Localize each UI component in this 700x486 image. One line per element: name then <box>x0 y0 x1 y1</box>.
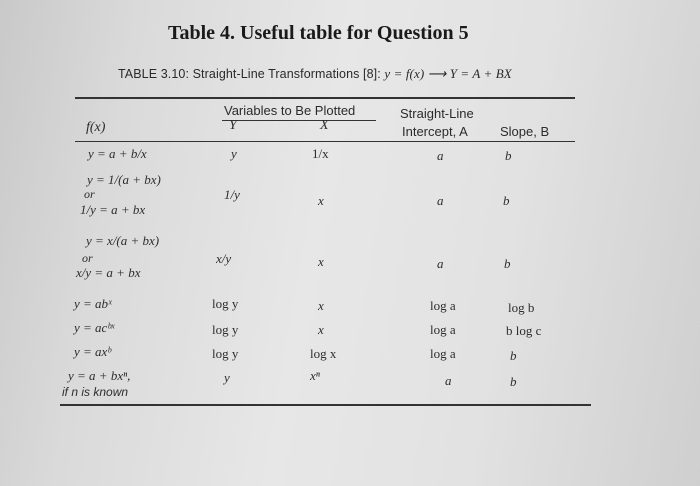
page-title: Table 4. Useful table for Question 5 <box>168 22 469 44</box>
row-3-or: or <box>82 251 93 265</box>
row-7-A: a <box>445 373 452 388</box>
row-7-B: b <box>510 374 517 389</box>
row-3-A: a <box>437 256 444 271</box>
row-3-X: x <box>318 254 324 269</box>
row-2-Y: 1/y <box>224 187 240 202</box>
header-bottom-rule <box>75 141 575 142</box>
row-7-X: xⁿ <box>310 368 320 383</box>
header-straight-line: Straight-Line <box>400 106 474 121</box>
row-5-Y: log y <box>212 322 239 337</box>
row-3-fx-line2: x/y = a + bx <box>76 265 141 280</box>
row-4-fx: y = abˣ <box>74 296 112 311</box>
row-6-Y: log y <box>212 346 239 361</box>
row-4-B: log b <box>508 300 535 315</box>
row-6-X: log x <box>310 346 337 361</box>
header-slope: Slope, B <box>500 124 550 139</box>
table-caption <box>118 66 512 82</box>
top-rule <box>75 97 575 99</box>
row-2-B: b <box>503 193 510 208</box>
row-2-X: x <box>318 193 324 208</box>
caption-label: TABLE 3.10: Straight-Line Transformations [8]: <box>118 67 385 81</box>
header-fx: f(x) <box>86 120 106 135</box>
row-2-or: or <box>84 187 95 201</box>
row-4-X: x <box>318 298 324 313</box>
row-1-A: a <box>437 148 444 163</box>
row-7-fx: y = a + bxⁿ, <box>68 368 131 383</box>
row-1-fx: y = a + b/x <box>88 146 147 161</box>
row-5-B: b log c <box>506 323 542 338</box>
row-6-B: b <box>510 348 517 363</box>
row-7-note: if n is known <box>62 385 129 399</box>
row-7-Y: y <box>224 370 230 385</box>
row-3-B: b <box>504 256 511 271</box>
row-1-Y: y <box>231 146 237 161</box>
header-intercept: Intercept, A <box>402 124 468 139</box>
row-3-Y: x/y <box>216 251 232 266</box>
row-2-A: a <box>437 193 444 208</box>
row-4-Y: log y <box>212 296 239 311</box>
row-6-fx: y = axᵇ <box>74 344 111 359</box>
caption-formula: y = f(x) ⟶ Y = A + BX <box>384 66 512 81</box>
row-6-A: log a <box>430 346 456 361</box>
row-4-A: log a <box>430 298 456 313</box>
row-2-fx-line1: y = 1/(a + bx) <box>87 172 161 187</box>
bottom-rule <box>60 404 591 406</box>
row-3-fx-line1: y = x/(a + bx) <box>86 233 160 248</box>
row-1-B: b <box>505 148 512 163</box>
row-1-X: 1/x <box>312 146 329 161</box>
header-Y: Y <box>229 118 237 133</box>
header-X: X <box>320 118 329 133</box>
row-2-fx-line2: 1/y = a + bx <box>80 202 146 217</box>
row-5-X: x <box>318 322 324 337</box>
row-5-A: log a <box>430 322 456 337</box>
header-variables-to-be-plotted: Variables to Be Plotted <box>224 103 356 118</box>
variables-underline <box>222 120 376 121</box>
row-5-fx: y = acᵇˣ <box>74 320 115 335</box>
